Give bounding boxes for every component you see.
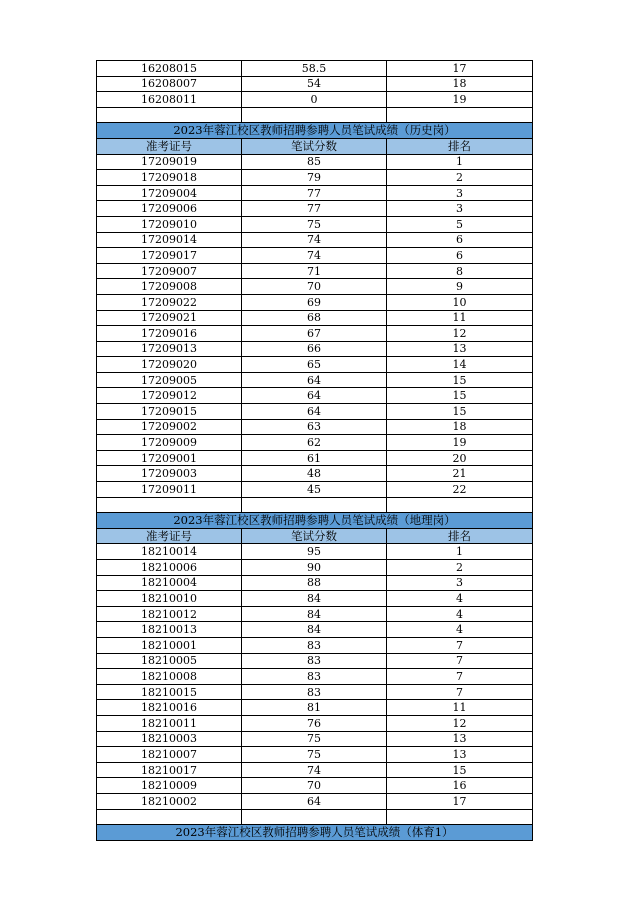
table-row [97, 201, 533, 217]
blank-cell [242, 107, 387, 123]
exam-id-cell: 17209003 [97, 466, 242, 482]
score-cell: 45 [242, 482, 387, 498]
header-exam-id: 准考证号 [97, 138, 242, 154]
exam-id-cell: 17209021 [97, 310, 242, 326]
exam-id-cell: 18210003 [97, 731, 242, 747]
score-cell: 64 [242, 404, 387, 420]
blank-cell [387, 107, 533, 123]
table-row [97, 388, 533, 404]
section-title: 2023年蓉江校区教师招聘参聘人员笔试成绩（地理岗） [97, 513, 533, 529]
score-cell: 62 [242, 435, 387, 451]
rank-cell: 16 [387, 778, 533, 794]
rank-cell: 8 [387, 263, 533, 279]
table-row [97, 575, 533, 591]
rank-cell: 6 [387, 232, 533, 248]
exam-id-cell: 17209007 [97, 263, 242, 279]
rank-cell: 7 [387, 653, 533, 669]
score-cell: 58.5 [242, 61, 387, 77]
exam-id-cell: 17209017 [97, 248, 242, 264]
score-cell: 85 [242, 154, 387, 170]
score-cell: 76 [242, 715, 387, 731]
score-cell: 81 [242, 700, 387, 716]
table-row [97, 310, 533, 326]
exam-id-cell: 17209019 [97, 154, 242, 170]
exam-id-cell: 17209009 [97, 435, 242, 451]
blank-row [97, 497, 533, 513]
exam-id-cell: 17209011 [97, 482, 242, 498]
exam-id-cell: 18210015 [97, 684, 242, 700]
exam-id-cell: 17209020 [97, 357, 242, 373]
table-row [97, 232, 533, 248]
rank-cell: 1 [387, 544, 533, 560]
rank-cell: 20 [387, 450, 533, 466]
table-row [97, 61, 533, 77]
score-cell: 64 [242, 372, 387, 388]
rank-cell: 13 [387, 747, 533, 763]
rank-cell: 13 [387, 341, 533, 357]
score-cell: 83 [242, 637, 387, 653]
exam-id-cell: 17209015 [97, 404, 242, 420]
table-row [97, 778, 533, 794]
exam-id-cell: 17209002 [97, 419, 242, 435]
exam-id-cell: 17209006 [97, 201, 242, 217]
score-cell: 83 [242, 653, 387, 669]
score-cell: 75 [242, 747, 387, 763]
score-cell: 54 [242, 76, 387, 92]
rank-cell: 7 [387, 669, 533, 685]
score-cell: 83 [242, 669, 387, 685]
score-cell: 83 [242, 684, 387, 700]
score-cell: 65 [242, 357, 387, 373]
score-cell: 63 [242, 419, 387, 435]
table-row [97, 715, 533, 731]
exam-id-cell: 18210013 [97, 622, 242, 638]
rank-cell: 17 [387, 61, 533, 77]
score-cell: 66 [242, 341, 387, 357]
table-row [97, 404, 533, 420]
blank-row [97, 809, 533, 825]
exam-id-cell: 18210006 [97, 560, 242, 576]
table-row [97, 544, 533, 560]
rank-cell: 15 [387, 372, 533, 388]
score-cell: 0 [242, 92, 387, 108]
score-cell: 77 [242, 185, 387, 201]
table-row [97, 747, 533, 763]
exam-id-cell: 18210002 [97, 793, 242, 809]
score-cell: 61 [242, 450, 387, 466]
score-cell: 71 [242, 263, 387, 279]
rank-cell: 3 [387, 575, 533, 591]
exam-id-cell: 17209005 [97, 372, 242, 388]
exam-id-cell: 16208015 [97, 61, 242, 77]
rank-cell: 19 [387, 435, 533, 451]
section-title-row [97, 513, 533, 529]
score-cell: 75 [242, 731, 387, 747]
table-row [97, 279, 533, 295]
section-title: 2023年蓉江校区教师招聘参聘人员笔试成绩（体育1） [97, 825, 533, 841]
score-cell: 67 [242, 326, 387, 342]
table-row [97, 669, 533, 685]
rank-cell: 3 [387, 201, 533, 217]
rank-cell: 10 [387, 294, 533, 310]
exam-id-cell: 17209022 [97, 294, 242, 310]
score-cell: 75 [242, 216, 387, 232]
table-row [97, 357, 533, 373]
exam-id-cell: 18210010 [97, 591, 242, 607]
section-title-row [97, 825, 533, 841]
rank-cell: 5 [387, 216, 533, 232]
exam-id-cell: 18210004 [97, 575, 242, 591]
blank-cell [242, 809, 387, 825]
exam-id-cell: 18210009 [97, 778, 242, 794]
score-cell: 74 [242, 232, 387, 248]
table-row [97, 466, 533, 482]
table-row [97, 76, 533, 92]
section-title-row [97, 123, 533, 139]
score-cell: 69 [242, 294, 387, 310]
blank-cell [387, 809, 533, 825]
rank-cell: 14 [387, 357, 533, 373]
rank-cell: 22 [387, 482, 533, 498]
score-cell: 88 [242, 575, 387, 591]
table-row [97, 560, 533, 576]
score-cell: 64 [242, 793, 387, 809]
exam-id-cell: 18210005 [97, 653, 242, 669]
score-cell: 90 [242, 560, 387, 576]
exam-id-cell: 17209010 [97, 216, 242, 232]
exam-id-cell: 17209016 [97, 326, 242, 342]
header-row [97, 528, 533, 544]
table-row [97, 591, 533, 607]
exam-id-cell: 17209004 [97, 185, 242, 201]
table-row [97, 684, 533, 700]
table-row [97, 92, 533, 108]
rank-cell: 12 [387, 326, 533, 342]
header-row [97, 138, 533, 154]
header-score: 笔试分数 [242, 528, 387, 544]
rank-cell: 2 [387, 560, 533, 576]
header-rank: 排名 [387, 138, 533, 154]
score-cell: 74 [242, 762, 387, 778]
score-sheet [96, 60, 532, 841]
rank-cell: 4 [387, 606, 533, 622]
table-row [97, 653, 533, 669]
exam-id-cell: 16208007 [97, 76, 242, 92]
blank-cell [97, 497, 242, 513]
section-title: 2023年蓉江校区教师招聘参聘人员笔试成绩（历史岗） [97, 123, 533, 139]
score-cell: 48 [242, 466, 387, 482]
score-cell: 64 [242, 388, 387, 404]
rank-cell: 9 [387, 279, 533, 295]
rank-cell: 21 [387, 466, 533, 482]
exam-id-cell: 18210016 [97, 700, 242, 716]
score-cell: 74 [242, 248, 387, 264]
blank-row [97, 107, 533, 123]
rank-cell: 11 [387, 700, 533, 716]
rank-cell: 17 [387, 793, 533, 809]
table-row [97, 326, 533, 342]
rank-cell: 19 [387, 92, 533, 108]
rank-cell: 7 [387, 637, 533, 653]
exam-id-cell: 17209001 [97, 450, 242, 466]
table-row [97, 154, 533, 170]
score-cell: 70 [242, 279, 387, 295]
rank-cell: 15 [387, 762, 533, 778]
score-cell: 84 [242, 591, 387, 607]
exam-id-cell: 18210017 [97, 762, 242, 778]
rank-cell: 15 [387, 388, 533, 404]
exam-id-cell: 18210001 [97, 637, 242, 653]
table-row [97, 372, 533, 388]
table-row [97, 185, 533, 201]
table-row [97, 793, 533, 809]
table-row [97, 263, 533, 279]
table-row [97, 216, 533, 232]
exam-id-cell: 17209012 [97, 388, 242, 404]
blank-cell [387, 497, 533, 513]
table-row [97, 435, 533, 451]
table-row [97, 700, 533, 716]
score-cell: 70 [242, 778, 387, 794]
table-row [97, 248, 533, 264]
blank-cell [97, 107, 242, 123]
score-cell: 95 [242, 544, 387, 560]
table-row [97, 450, 533, 466]
table-row [97, 762, 533, 778]
exam-id-cell: 17209014 [97, 232, 242, 248]
rank-cell: 18 [387, 76, 533, 92]
score-cell: 68 [242, 310, 387, 326]
rank-cell: 13 [387, 731, 533, 747]
rank-cell: 11 [387, 310, 533, 326]
exam-id-cell: 17209018 [97, 170, 242, 186]
exam-id-cell: 18210008 [97, 669, 242, 685]
score-table [96, 60, 533, 841]
header-score: 笔试分数 [242, 138, 387, 154]
exam-id-cell: 18210011 [97, 715, 242, 731]
table-row [97, 606, 533, 622]
table-row [97, 482, 533, 498]
table-row [97, 419, 533, 435]
rank-cell: 4 [387, 622, 533, 638]
rank-cell: 1 [387, 154, 533, 170]
blank-cell [242, 497, 387, 513]
exam-id-cell: 17209013 [97, 341, 242, 357]
header-rank: 排名 [387, 528, 533, 544]
exam-id-cell: 18210014 [97, 544, 242, 560]
rank-cell: 6 [387, 248, 533, 264]
rank-cell: 12 [387, 715, 533, 731]
exam-id-cell: 18210007 [97, 747, 242, 763]
table-row [97, 341, 533, 357]
table-row [97, 622, 533, 638]
score-table-body [97, 61, 533, 841]
rank-cell: 3 [387, 185, 533, 201]
table-row [97, 294, 533, 310]
header-exam-id: 准考证号 [97, 528, 242, 544]
rank-cell: 18 [387, 419, 533, 435]
score-cell: 79 [242, 170, 387, 186]
rank-cell: 15 [387, 404, 533, 420]
score-cell: 77 [242, 201, 387, 217]
exam-id-cell: 17209008 [97, 279, 242, 295]
table-row [97, 637, 533, 653]
table-row [97, 170, 533, 186]
blank-cell [97, 809, 242, 825]
rank-cell: 7 [387, 684, 533, 700]
score-cell: 84 [242, 622, 387, 638]
score-cell: 84 [242, 606, 387, 622]
rank-cell: 4 [387, 591, 533, 607]
table-row [97, 731, 533, 747]
rank-cell: 2 [387, 170, 533, 186]
exam-id-cell: 16208011 [97, 92, 242, 108]
exam-id-cell: 18210012 [97, 606, 242, 622]
